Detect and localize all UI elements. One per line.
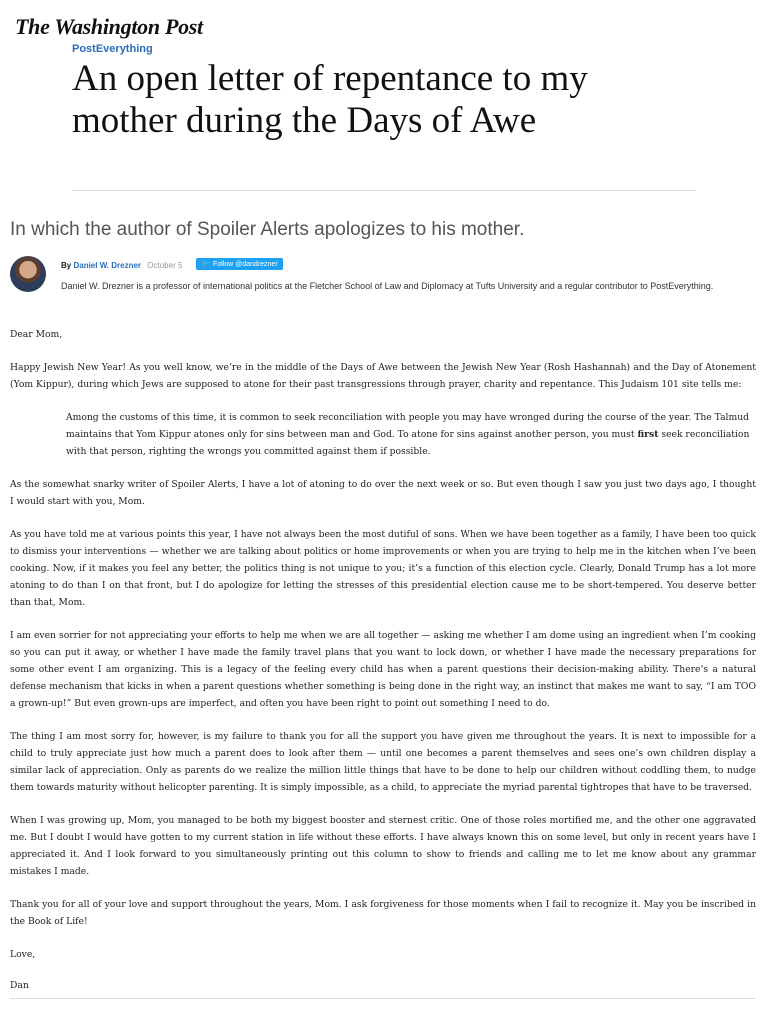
article-body bbox=[10, 326, 756, 1008]
paragraph: The thing I am most sorry for, however, is my failure to thank you for all the support you have given me throughout the years. It is next to impossible for a child to truly appreciate just how much a parent does to look after them — until one becomes a parent themselves and sees one’s own children display a similar lack of appreciation. Only as parents do we realize the million little things that have to be done to help our children without coddling them, to nudge them towards maturity without helicopter parenting. It is simply impossible, as a child, to appreciate the myriad parental tightropes that have to be traversed. bbox=[10, 731, 756, 793]
paragraph: As the somewhat snarky writer of Spoiler Alerts, I have a lot of atoning to do over the next week or so. But even though I saw you just two days ago, I thought I would start with you, Mom. bbox=[10, 479, 756, 507]
quote-emphasis: first bbox=[637, 429, 659, 440]
paragraph: Happy Jewish New Year! As you well know, we’re in the middle of the Days of Awe between the Jewish New Year (Rosh Hashannah) and the Day of Atonement (Yom Kippur), during which Jews are supposed to atone for their past transgressions through prayer, charity and repentance. This Judaism 101 site tells me: bbox=[10, 362, 756, 390]
byline-prefix: By bbox=[61, 261, 72, 270]
quote-text: Among the customs of this time, it is common to seek reconciliation with people you may have wronged during the course of the year. The Talmud maintains that Yom Kippur atones only for sins between man and God. To atone for sins against another person, you must bbox=[66, 412, 749, 440]
paragraph: As you have told me at various points this year, I have not always been the most dutiful of sons. When we have been together as a family, I have been too quick to dismiss your interventions — whether we are talking about politics or home improvements or when you are trying to help me in the kitchen when I’ve been cooking. Now, if it makes you feel any better, the politics thing is not unique to you; it’s a function of this election cycle. Clearly, Donald Trump has a lot more atoning to do than I on that front, but I do apologize for letting the stresses of this presidential election cause me to be short-tempered. You deserve better than that, Mom. bbox=[10, 529, 756, 608]
article-dek: In which the author of Spoiler Alerts apologizes to his mother. bbox=[10, 219, 525, 240]
closing: Love, bbox=[10, 949, 36, 960]
paragraph: I am even sorrier for not appreciating your efforts to help me when we are all together — asking me whether I am dome using an ingredient when I’m cooking so you can put it away, or whether I have made the family travel plans that you want to lock down, or whether I have made the necessary preparations for some other event I am organizing. This is a legacy of the feeling every child has when a parent questions their decision-making ability. There’s a natural defense mechanism that kicks in when a parent questions whether something is being done in the right way, an instinct that makes me want to say, “I am TOO a grown-up!” But even grown-ups are imperfect, and often you have been right to point out something I need to do. bbox=[10, 630, 756, 709]
masthead-logo[interactable]: The Washington Post bbox=[15, 14, 203, 39]
salutation: Dear Mom, bbox=[10, 329, 63, 340]
paragraph: When I was growing up, Mom, you managed to be both my biggest booster and sternest critic. One of those roles mortified me, and the other one aggravated me. But I doubt I would have gotten to my current station in life without these efforts. I have always known this on some level, but only in recent years have I appreciated it. And I look forward to you simultaneously printing out this column to show to friends and calling me to let me know about any grammar mistakes I made. bbox=[10, 815, 756, 877]
signature: Dan bbox=[10, 980, 29, 991]
footer-divider bbox=[10, 998, 756, 999]
follow-label: Follow @dandrezner bbox=[212, 261, 278, 268]
block-quote bbox=[66, 409, 756, 460]
author-avatar bbox=[10, 256, 46, 292]
twitter-bird-icon: 🐦 bbox=[201, 259, 211, 268]
author-bio: Daniel W. Drezner is a professor of international politics at the Fletcher School of Law and Diplomacy at Tufts University and a regular contributor to PostEverything. bbox=[61, 281, 714, 291]
byline bbox=[61, 261, 182, 270]
publish-date: October 5 bbox=[147, 261, 183, 270]
quote-text: seek reconciliation with that person, righting the wrongs you committed against them if possible. bbox=[66, 429, 750, 457]
author-name-link[interactable]: Daniel W. Drezner bbox=[73, 261, 142, 270]
paragraph: Thank you for all of your love and support throughout the years, Mom. I ask forgiveness for those moments when I fail to recognize it. May you be inscribed in the Book of Life! bbox=[10, 899, 756, 927]
article-headline: An open letter of repentance to my mother during the Days of Awe bbox=[72, 58, 588, 141]
section-kicker-link[interactable]: PostEverything bbox=[72, 43, 153, 55]
header-divider bbox=[72, 190, 696, 191]
twitter-follow-button[interactable] bbox=[196, 258, 283, 270]
